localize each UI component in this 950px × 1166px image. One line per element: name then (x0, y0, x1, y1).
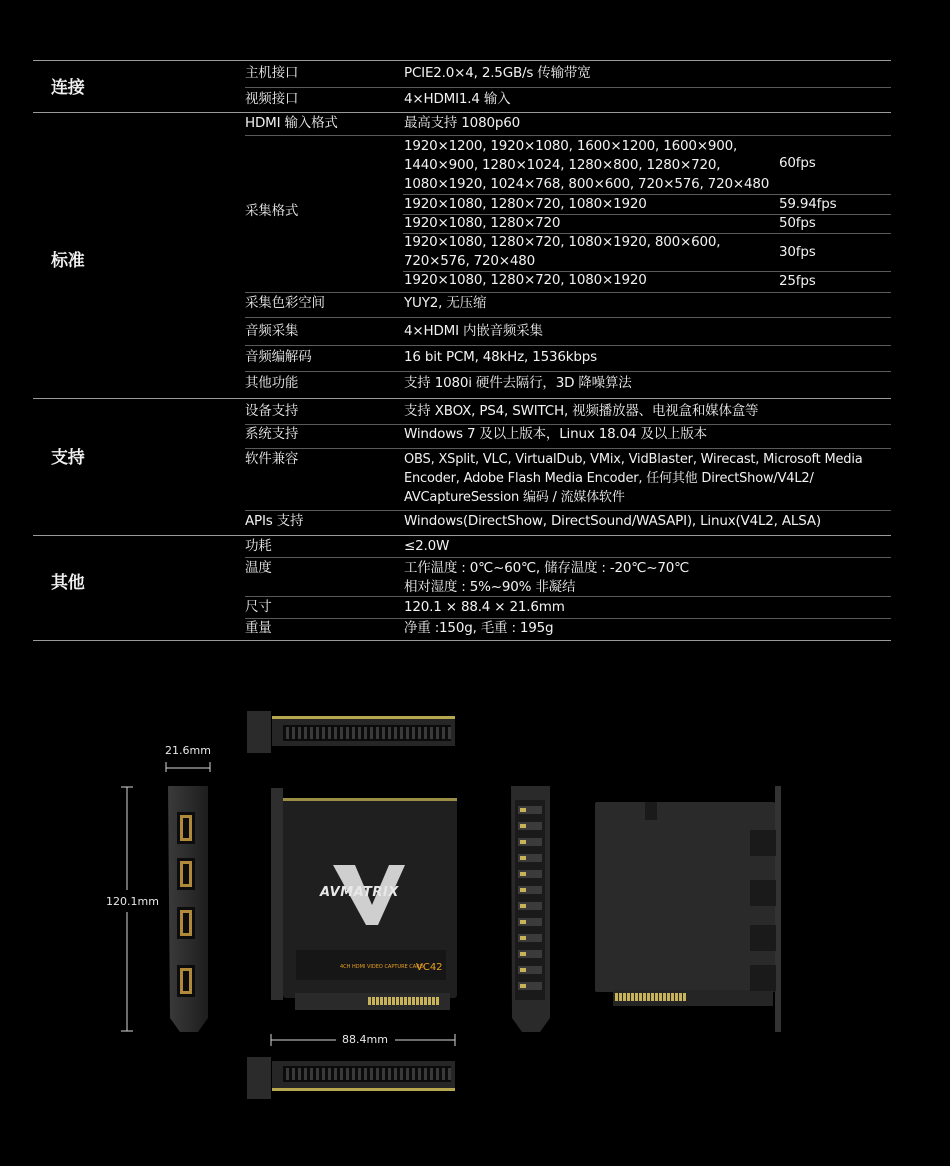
heatsink-fin (316, 727, 319, 739)
heatsink-fin (376, 1068, 379, 1080)
pcie-gold-finger (412, 997, 415, 1005)
heatsink-fin (382, 1068, 385, 1080)
pcb-detail (520, 936, 526, 940)
pcie-gold-finger (400, 997, 403, 1005)
row-key: 软件兼容 (245, 451, 299, 467)
row-value: 4×HDMI1.4 输入 (404, 91, 511, 107)
heatsink-fin (424, 1068, 427, 1080)
row-value: 净重 :150g, 毛重 : 195g (404, 620, 554, 636)
heatsink-fin (346, 1068, 349, 1080)
heatsink-fin (406, 727, 409, 739)
heatsink-fin (430, 1068, 433, 1080)
pcie-gold-finger (659, 993, 662, 1001)
heatsink-fin (328, 727, 331, 739)
pcie-gold-finger (635, 993, 638, 1001)
heatsink-fin (406, 1068, 409, 1080)
pcie-gold-finger (436, 997, 439, 1005)
row-value: 支持 1080i 硬件去隔行，3D 降噪算法 (404, 375, 632, 391)
pcie-gold-finger (408, 997, 411, 1005)
pcie-gold-finger (384, 997, 387, 1005)
heatsink-fin (298, 1068, 301, 1080)
product-subtitle: 4CH HDMI VIDEO CAPTURE CARD (340, 964, 424, 970)
pcb-detail (520, 968, 526, 972)
row-key: 温度 (245, 560, 272, 576)
pcb-detail (520, 984, 526, 988)
pcie-gold-finger (372, 997, 375, 1005)
format-resolutions: 1920×1080, 1280×720, 1080×1920 (404, 272, 647, 288)
pcie-gold-finger (392, 997, 395, 1005)
row-value: 120.1 × 88.4 × 21.6mm (404, 599, 565, 615)
row-key: 主机接口 (245, 65, 299, 81)
row-value: 工作温度 : 0℃~60℃, 储存温度 : -20℃~70℃ 相对湿度 : 5%~90% 非凝结 (404, 560, 690, 595)
row-key: 音频编解码 (245, 349, 312, 365)
row-key: 重量 (245, 620, 272, 636)
category-standard: 标准 (51, 251, 85, 271)
row-value: 最高支持 1080p60 (404, 115, 520, 131)
row-value: ≤2.0W (404, 538, 450, 554)
pcie-gold-finger (615, 993, 618, 1001)
heatsink-fin (292, 1068, 295, 1080)
row-key: 其他功能 (245, 375, 299, 391)
heatsink-fin (412, 727, 415, 739)
row-key: 视频接口 (245, 91, 299, 107)
side-view-card (511, 786, 550, 1032)
row-key: 功耗 (245, 538, 272, 554)
heatsink-fin (436, 1068, 439, 1080)
pcie-gold-finger (428, 997, 431, 1005)
row-key: 采集格式 (245, 203, 299, 219)
pcie-gold-finger (651, 993, 654, 1001)
pcie-gold-finger (396, 997, 399, 1005)
pcie-gold-finger (655, 993, 658, 1001)
row-value: PCIE2.0×4, 2.5GB/s 传输带宽 (404, 65, 591, 81)
format-fps: 50fps (779, 215, 816, 231)
row-key: 采集色彩空间 (245, 295, 325, 311)
pcb-detail (520, 888, 526, 892)
heatsink-fin (334, 727, 337, 739)
hdmi-port-icon (183, 818, 189, 838)
row-value: 4×HDMI 内嵌音频采集 (404, 323, 543, 339)
heatsink-fin (388, 727, 391, 739)
heatsink-fin (424, 727, 427, 739)
pcie-gold-finger (388, 997, 391, 1005)
pcb-detail (520, 840, 526, 844)
pcie-gold-finger (432, 997, 435, 1005)
pcie-gold-finger (639, 993, 642, 1001)
category-support: 支持 (51, 448, 85, 468)
heatsink-fin (376, 727, 379, 739)
heatsink-fin (388, 1068, 391, 1080)
pcie-gold-finger (368, 997, 371, 1005)
row-key: HDMI 输入格式 (245, 115, 338, 131)
heatsink-fin (364, 727, 367, 739)
pcb-detail (520, 872, 526, 876)
heatsink-fin (394, 727, 397, 739)
heatsink-fin (442, 727, 445, 739)
format-fps: 60fps (779, 155, 816, 171)
pcie-gold-finger (671, 993, 674, 1001)
row-key: APIs 支持 (245, 513, 304, 529)
pcb-detail (520, 824, 526, 828)
heatsink-fin (304, 727, 307, 739)
heatsink-fin (328, 1068, 331, 1080)
pcb-detail (520, 904, 526, 908)
heatsink-fin (382, 727, 385, 739)
format-fps: 59.94fps (779, 196, 837, 212)
row-key: 系统支持 (245, 426, 299, 442)
pcb-detail (520, 856, 526, 860)
row-value: YUY2, 无压缩 (404, 295, 487, 311)
row-key: 设备支持 (245, 403, 299, 419)
heatsink-fin (310, 727, 313, 739)
heatsink-fin (394, 1068, 397, 1080)
height-label: 120.1mm (106, 895, 159, 908)
pcie-gold-finger (404, 997, 407, 1005)
category-connection: 连接 (51, 78, 85, 98)
heatsink-fin (370, 727, 373, 739)
back-view-card (595, 786, 781, 1032)
format-fps: 30fps (779, 244, 816, 260)
hdmi-port-icon (183, 864, 189, 884)
pcie-gold-finger (627, 993, 630, 1001)
format-fps: 25fps (779, 273, 816, 289)
heatsink-fin (358, 1068, 361, 1080)
heatsink-fin (370, 1068, 373, 1080)
heatsink-fin (358, 727, 361, 739)
heatsink-fin (292, 727, 295, 739)
heatsink-fin (418, 1068, 421, 1080)
heatsink-fin (364, 1068, 367, 1080)
heatsink-fin (400, 1068, 403, 1080)
heatsink-fin (304, 1068, 307, 1080)
heatsink-fin (418, 727, 421, 739)
heatsink-fin (322, 727, 325, 739)
pcie-gold-finger (376, 997, 379, 1005)
pcie-gold-finger (420, 997, 423, 1005)
pcie-gold-finger (416, 997, 419, 1005)
row-key: 音频采集 (245, 323, 299, 339)
heatsink-fin (316, 1068, 319, 1080)
width-label: 88.4mm (342, 1033, 388, 1046)
heatsink-fin (442, 1068, 445, 1080)
heatsink-fin (352, 727, 355, 739)
heatsink-fin (298, 727, 301, 739)
heatsink-fin (412, 1068, 415, 1080)
heatsink-fin (430, 727, 433, 739)
pcie-gold-finger (623, 993, 626, 1001)
pcie-gold-finger (675, 993, 678, 1001)
heatsink-fin (346, 727, 349, 739)
format-resolutions: 1920×1200, 1920×1080, 1600×1200, 1600×900, 1440×900, 1280×1024, 1280×800, 1280×720, 1080×1920, 1024×768, 800×600, 720×576, 720×480 (404, 138, 770, 192)
format-resolutions: 1920×1080, 1280×720, 1080×1920, 800×600, 720×576, 720×480 (404, 234, 721, 269)
row-value: OBS, XSplit, VLC, VirtualDub, VMix, VidBlaster, Wirecast, Microsoft Media Encoder, Adobe Flash Media Encoder, 任何其他 DirectShow/V4L2/ AVCaptureSession 编码 / 流媒体软件 (404, 452, 863, 505)
hdmi-port-icon (183, 913, 189, 933)
heatsink-fin (334, 1068, 337, 1080)
format-resolutions: 1920×1080, 1280×720, 1080×1920 (404, 196, 647, 212)
bracket-view (168, 786, 208, 1032)
pcb-detail (520, 952, 526, 956)
heatsink-fin (448, 1068, 451, 1080)
format-resolutions: 1920×1080, 1280×720 (404, 215, 561, 231)
row-value: 支持 XBOX, PS4, SWITCH, 视频播放器、电视盒和媒体盒等 (404, 403, 759, 419)
row-value: Windows 7 及以上版本，Linux 18.04 及以上版本 (404, 426, 707, 442)
pcie-gold-finger (663, 993, 666, 1001)
pcie-gold-finger (380, 997, 383, 1005)
heatsink-fin (286, 1068, 289, 1080)
pcie-gold-finger (631, 993, 634, 1001)
row-value: Windows(DirectShow, DirectSound/WASAPI), Linux(V4L2, ALSA) (404, 513, 821, 529)
model-label: VC42 (416, 962, 443, 973)
pcie-gold-finger (667, 993, 670, 1001)
pcb-detail (520, 808, 526, 812)
row-key: 尺寸 (245, 599, 272, 615)
thickness-label: 21.6mm (165, 744, 211, 757)
heatsink-fin (322, 1068, 325, 1080)
heatsink-fin (286, 727, 289, 739)
heatsink-fin (340, 727, 343, 739)
heatsink-fin (448, 727, 451, 739)
pcie-gold-finger (683, 993, 686, 1001)
brand-logo: AVMATRIX (320, 885, 399, 900)
top-view-card (247, 711, 455, 753)
pcie-gold-finger (679, 993, 682, 1001)
heatsink-fin (340, 1068, 343, 1080)
row-value: 16 bit PCM, 48kHz, 1536kbps (404, 349, 597, 365)
pcie-gold-finger (424, 997, 427, 1005)
heatsink-fin (400, 727, 403, 739)
heatsink-fin (436, 727, 439, 739)
hdmi-port-icon (183, 971, 189, 991)
category-other: 其他 (51, 573, 85, 593)
heatsink-fin (352, 1068, 355, 1080)
heatsink-fin (310, 1068, 313, 1080)
bottom-view-card (247, 1057, 455, 1099)
pcie-gold-finger (619, 993, 622, 1001)
pcie-gold-finger (647, 993, 650, 1001)
pcie-gold-finger (643, 993, 646, 1001)
pcb-detail (520, 920, 526, 924)
